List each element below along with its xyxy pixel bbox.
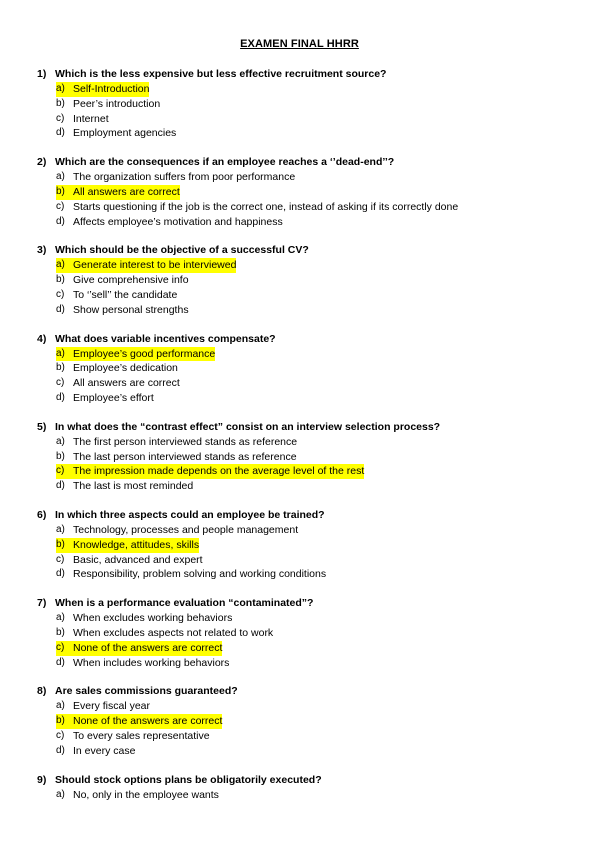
option-text: Every fiscal year (73, 700, 151, 713)
option-letter: d) (56, 568, 65, 580)
answer-option (56, 112, 577, 127)
answer-option (56, 97, 577, 112)
answer-option (56, 626, 577, 641)
option-text: Generate interest to be interviewed (73, 259, 237, 272)
question-number: 2) (37, 156, 47, 169)
highlighted-answer-option (56, 538, 577, 553)
option-letter: a) (56, 523, 65, 535)
question-number: 9) (37, 773, 47, 786)
answer-option (56, 744, 577, 759)
option-letter: b) (56, 626, 65, 638)
answer-option (56, 611, 577, 626)
option-text: Self-Introduction (73, 83, 150, 95)
answer-option (56, 170, 577, 185)
question-text: Which should be the objective of a successful CV? (55, 244, 309, 257)
option-text: Employee’s dedication (73, 362, 178, 375)
option-letter: a) (56, 347, 73, 362)
option-letter: d) (56, 303, 65, 315)
question-item (37, 420, 577, 494)
option-letter: a) (56, 700, 65, 712)
question-heading (37, 420, 577, 435)
highlighted-answer-option (56, 185, 577, 200)
option-letter: a) (56, 612, 65, 624)
answer-option (56, 303, 577, 318)
answer-option (56, 126, 577, 141)
option-text: None of the answers are correct (73, 715, 223, 728)
answer-option (56, 435, 577, 450)
answer-option (56, 200, 577, 215)
option-text: No, only in the employee wants (73, 788, 219, 801)
option-text: Internet (73, 112, 109, 125)
answer-option (56, 656, 577, 671)
option-letter: c) (56, 641, 73, 656)
option-letter: a) (56, 171, 65, 183)
page-title: EXAMEN FINAL HHRR (240, 38, 359, 50)
option-text: Affects employee’s motivation and happiness (73, 215, 283, 228)
option-text: Responsibility, problem solving and working conditions (73, 568, 327, 581)
highlighted-answer-option (56, 347, 577, 362)
option-text: All answers are correct (73, 377, 180, 390)
question-text: Are sales commissions guaranteed? (55, 685, 238, 698)
option-letter: b) (56, 714, 73, 729)
option-letter: c) (56, 112, 65, 124)
highlighted-answer-option (56, 714, 577, 729)
question-item (37, 596, 577, 670)
option-letter: c) (56, 288, 65, 300)
option-text: To every sales representative (73, 729, 210, 742)
option-letter: b) (56, 97, 65, 109)
question-number: 7) (37, 597, 47, 610)
option-letter: b) (56, 185, 73, 200)
question-number: 8) (37, 685, 47, 698)
question-number: 1) (37, 68, 47, 80)
answer-options (56, 258, 577, 317)
answer-option (56, 376, 577, 391)
question-heading (37, 596, 577, 611)
question-heading (37, 332, 577, 347)
option-text: The last is most reminded (73, 480, 194, 493)
answer-option (56, 215, 577, 230)
option-letter: a) (56, 258, 73, 273)
answer-option (56, 567, 577, 582)
highlighted-answer-option (56, 82, 577, 97)
question-item (37, 243, 577, 317)
question-text: When is a performance evaluation “contaminated”? (55, 597, 314, 610)
question-heading (37, 243, 577, 258)
highlighted-answer-option (56, 641, 577, 656)
option-text: Show personal strengths (73, 303, 189, 316)
question-text: In which three aspects could an employee be trained? (55, 508, 325, 521)
option-letter: d) (56, 744, 65, 756)
option-text: All answers are correct (73, 185, 180, 198)
question-item (37, 67, 577, 141)
option-letter: d) (56, 127, 65, 139)
option-text: Employee’s effort (73, 391, 154, 404)
answer-options (56, 523, 577, 582)
question-heading (37, 773, 577, 788)
question-item (37, 332, 577, 406)
answer-option (56, 788, 577, 803)
option-text: In every case (73, 744, 136, 757)
question-list (37, 67, 577, 816)
question-item (37, 155, 577, 229)
option-text: When excludes aspects not related to work (73, 626, 274, 639)
option-text: To ‘’sell’’ the candidate (73, 288, 178, 301)
option-letter: c) (56, 553, 65, 565)
question-text: What does variable incentives compensate? (55, 332, 276, 345)
option-letter: b) (56, 450, 65, 462)
answer-option (56, 523, 577, 538)
option-letter: a) (56, 82, 73, 97)
option-text: Give comprehensive info (73, 274, 189, 287)
question-heading (37, 67, 577, 82)
option-letter: b) (56, 274, 65, 286)
answer-options (56, 435, 577, 494)
option-letter: d) (56, 391, 65, 403)
answer-option (56, 729, 577, 744)
question-heading (37, 508, 577, 523)
question-heading (37, 684, 577, 699)
option-text: Knowledge, attitudes, skills (73, 538, 200, 551)
option-text: The first person interviewed stands as reference (73, 435, 298, 448)
option-text: When includes working behaviors (73, 656, 230, 669)
question-heading (37, 155, 577, 170)
question-text: Which are the consequences if an employee reaches a ‘’dead-end’’? (55, 156, 395, 169)
question-item (37, 773, 577, 803)
answer-options (56, 170, 577, 229)
option-text: Starts questioning if the job is the correct one, instead of asking if its correctly done (73, 200, 459, 213)
option-text: Technology, processes and people management (73, 523, 299, 536)
answer-option (56, 391, 577, 406)
question-text: Which is the less expensive but less effective recruitment source? (55, 68, 387, 80)
answer-options (56, 699, 577, 758)
answer-option (56, 450, 577, 465)
answer-option (56, 553, 577, 568)
option-text: The impression made depends on the average level of the rest (73, 465, 365, 478)
option-letter: a) (56, 788, 65, 800)
highlighted-answer-option (56, 258, 577, 273)
answer-options (56, 82, 577, 141)
option-letter: a) (56, 435, 65, 447)
question-number: 3) (37, 244, 47, 257)
option-letter: d) (56, 656, 65, 668)
answer-options (56, 788, 577, 803)
answer-option (56, 273, 577, 288)
answer-option (56, 288, 577, 303)
option-letter: c) (56, 377, 65, 389)
question-item (37, 508, 577, 582)
option-text: Employment agencies (73, 127, 177, 140)
option-text: The organization suffers from poor performance (73, 171, 296, 184)
answer-option (56, 699, 577, 714)
option-text: Peer’s introduction (73, 97, 161, 110)
option-text: None of the answers are correct (73, 641, 223, 654)
option-letter: b) (56, 538, 73, 553)
answer-option (56, 479, 577, 494)
question-text: Should stock options plans be obligatorily executed? (55, 773, 322, 786)
question-text: In what does the “contrast effect” consist on an interview selection process? (55, 420, 441, 433)
question-number: 4) (37, 332, 47, 345)
option-letter: d) (56, 480, 65, 492)
highlighted-answer-option (56, 464, 577, 479)
option-text: Employee’s good performance (73, 347, 216, 360)
question-number: 6) (37, 508, 47, 521)
option-letter: c) (56, 729, 65, 741)
option-text: Basic, advanced and expert (73, 553, 203, 566)
question-number: 5) (37, 420, 47, 433)
option-letter: d) (56, 215, 65, 227)
option-letter: c) (56, 464, 73, 479)
option-text: The last person interviewed stands as reference (73, 450, 297, 463)
option-letter: c) (56, 200, 65, 212)
answer-options (56, 347, 577, 406)
answer-option (56, 361, 577, 376)
question-item (37, 684, 577, 758)
option-text: When excludes working behaviors (73, 612, 233, 625)
option-letter: b) (56, 362, 65, 374)
answer-options (56, 611, 577, 670)
